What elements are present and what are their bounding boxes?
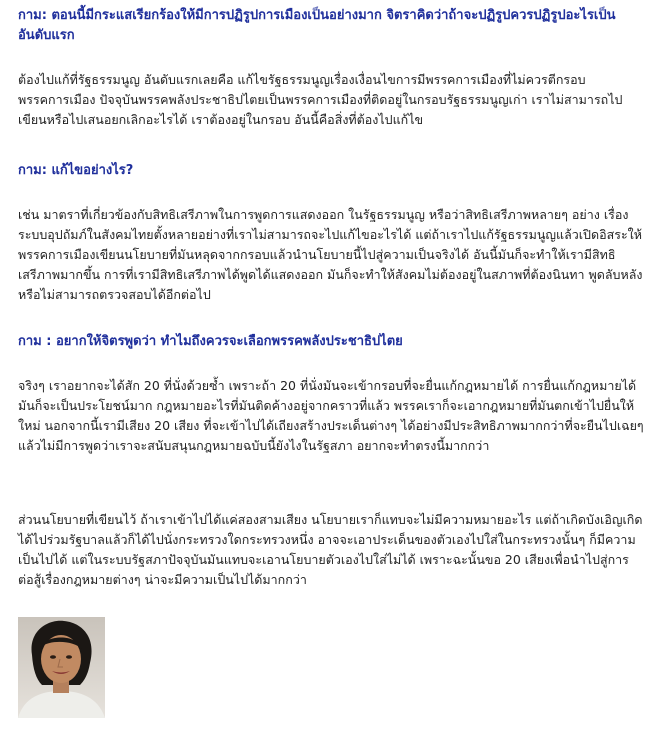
interview-answer-2: เช่น มาตราที่เกี่ยวข้องกับสิทธิเสรีภาพในการพูดการแสดงออก ในรัฐธรรมนูญ หรือว่าสิทธิเสรีภาพหลายๆ อย่าง เรื่องระบบอุปถัมภ์ในสังคมไทยตั้งหลายอย่างที่เราไม่สามารถจะไปแก้ไขอะไรได้ แต่ถ้าเราไปแก้รัฐธรรมนูญแล้วเปิดอิสระให้พรรคการเมืองเขียนนโยบายที่มันหลุดจากกรอบแล้วนำนโยบายนี้ไปสู่ความเป็นจริงได้ อันนี้มันก็จะทำให้เรามีสิทธิเสรีภาพมากขึ้น การที่เรามีสิทธิเสรีภาพได้พูดได้แสดงออก มันก็จะทำให้สังคมไม่ต้องอยู่ในสภาพที่ต้องนินทา พูดลับหลัง หรือไม่สามารถตรวจสอบได้อีกต่อไป xyxy=(18,207,643,302)
interview-answer-1: ต้องไปแก้ที่รัฐธรรมนูญ อันดับแรกเลยคือ แก้ไขรัฐธรรมนูญเรื่องเงื่อนไขการมีพรรคการเมืองที่ไม่ควรตีกรอบพรรคการเมือง ปัจจุบันพรรคพลังประชาธิปไตยเป็นพรรคการเมืองที่ติดอยู่ในกรอบรัฐธรรมนูญเก่า เราไม่สามารถไปเขียนหรือไปเสนอยกเลิกอะไรได้ เราต้องอยู่ในกรอบ อันนี้คือสิ่งที่ต้องไปแก้ไข xyxy=(18,72,623,127)
interview-answer-4: ส่วนนโยบายที่เขียนไว้ ถ้าเราเข้าไปได้แค่สองสามเสียง นโยบายเราก็แทบจะไม่มีความหมายอะไร แต่ถ้าเกิดบังเอิญเกิดได้ไปร่วมรัฐบาลแล้วก็ได้ไปนั่งกระทรวงใดกระทรวงหนึ่ง อาจจะเอาประเด็นของตัวเองไปใส่ในกระทรวงนั้นๆ ก็มีความเป็นไปได้ แต่ในระบบรัฐสภาปัจจุบันมันแทบจะเอานโยบายตัวเองไปใส่ไม่ได้ เพราะฉะนั้นขอ 20 เสียงเพื่อนำไปสู่การต่อสู้เรื่องกฎหมายต่างๆ น่าจะมีความเป็นไปได้มากกว่า xyxy=(18,512,643,587)
interview-question-1: กาม: ตอนนี้มีกระแสเรียกร้องให้มีการปฏิรูปการเมืองเป็นอย่างมาก จิตราคิดว่าถ้าจะปฏิรูปควรปฏิรูปอะไรเป็นอันดับแรก xyxy=(18,8,616,43)
interview-question-3: กาม : อยากให้จิตรพูดว่า ทำไมถึงควรจะเลือกพรรคพลังประชาธิปไตย xyxy=(18,334,403,349)
interview-question-2: กาม: แก้ไขอย่างไร? xyxy=(18,163,134,178)
interviewee-photo xyxy=(18,617,105,718)
interview-answer-3: จริงๆ เราอยากจะได้สัก 20 ที่นั่งด้วยซ้ำ เพราะถ้า 20 ที่นั่งมันจะเข้ากรอบที่จะยื่นแก้กฎหมายได้ การยื่นแก้กฎหมายได้มันก็จะเป็นประโยชน์มาก กฎหมายอะไรที่มันติดค้างอยู่จากคราวที่แล้ว พรรคเราก็จะเอากฎหมายที่มันตกเข้าไปยื่นให้ใหม่ นอกจากนี้เรามีเสียง 20 เสียง ที่จะเข้าไปได้เถียงสร้างประเด็นต่างๆ ได้อย่างมีประสิทธิภาพมากกว่าที่จะยืนไปเฉยๆ แล้วไม่มีการพูดว่าเราจะสนับสนุนกฎหมายฉบับนี้ยังไงในรัฐสภา อยากจะทำตรงนี้มากกว่า xyxy=(18,378,644,453)
